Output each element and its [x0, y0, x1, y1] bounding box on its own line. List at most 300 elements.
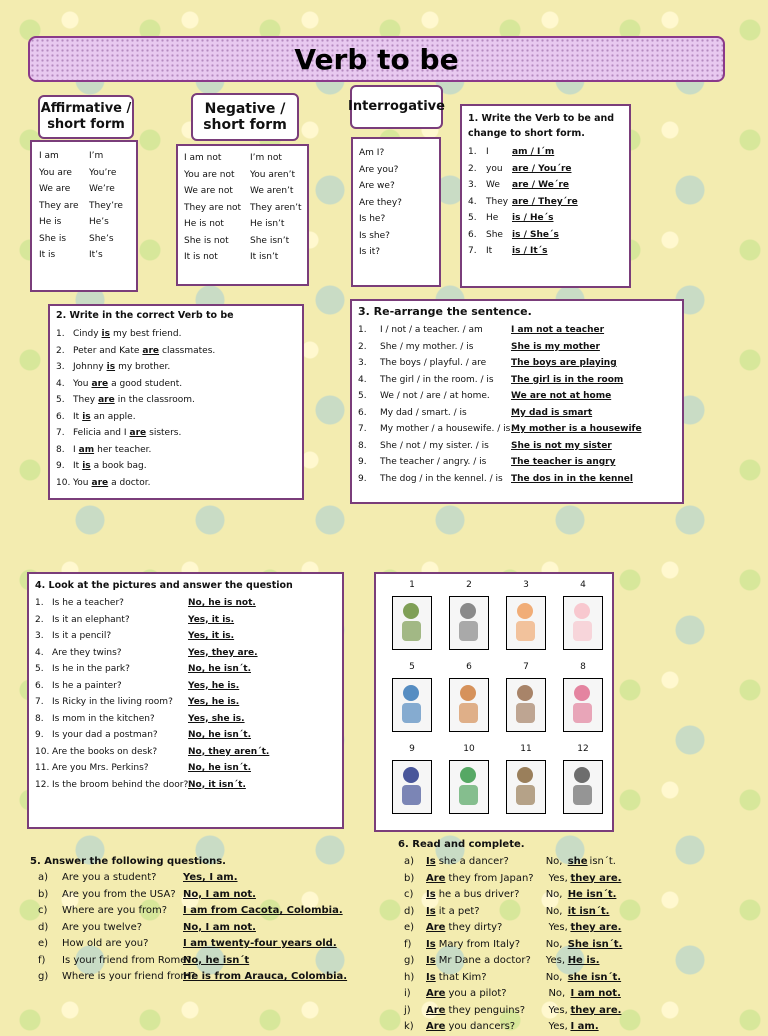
- exercise-4-box: [27, 572, 344, 829]
- answer: Yes, she is.: [188, 713, 245, 724]
- question: you dancers?: [448, 1021, 516, 1032]
- reply-start: Yes,: [548, 872, 568, 884]
- police-officer-icon: [392, 760, 432, 814]
- list-item: [358, 471, 642, 488]
- question: How old are you?: [62, 938, 149, 949]
- item-number: 7.: [468, 246, 477, 256]
- question: Mr Dane a doctor?: [438, 955, 531, 966]
- exercise-6-list: [398, 854, 624, 1036]
- pictures-box: [374, 572, 614, 832]
- pencil-icon: [506, 596, 546, 650]
- sentence-start: You: [73, 477, 89, 488]
- verb-answer: Is: [426, 905, 436, 917]
- sentence-end: an apple.: [93, 411, 136, 422]
- negative-box: [176, 144, 309, 286]
- question: Is it a pencil?: [52, 631, 112, 641]
- full-form: She is: [39, 233, 67, 244]
- reply-start: Yes,: [548, 1021, 568, 1032]
- sentence-end: classmates.: [162, 345, 216, 356]
- subject: We: [486, 180, 500, 190]
- reply-end: isn´t.: [589, 856, 616, 867]
- verb-answer: is: [82, 411, 91, 422]
- question: Where is your friend from?: [62, 971, 196, 982]
- list-item: [30, 870, 347, 887]
- item-number: 1.: [358, 325, 367, 335]
- form-row: [184, 216, 302, 233]
- verb-answer: are: [129, 428, 147, 438]
- exercise-6-title: 6. Read and complete.: [398, 839, 525, 850]
- living-room-icon: [506, 678, 546, 732]
- subject: you: [486, 163, 503, 174]
- subject: He: [486, 213, 499, 223]
- verb-answer: is: [82, 461, 91, 471]
- reply-start: No,: [545, 905, 563, 917]
- list-item: [468, 243, 578, 260]
- list-item: [358, 388, 642, 405]
- verb-answer: are: [142, 345, 160, 356]
- question: Is Ricky in the living room?: [52, 697, 173, 707]
- question: Is your friend from Rome?: [62, 954, 192, 966]
- exercise-4-title: 4. Look at the pictures and answer the question: [35, 580, 293, 591]
- picture-number: 5: [409, 662, 415, 672]
- full-form: You are: [39, 167, 72, 178]
- reply-answer: He is.: [567, 955, 600, 966]
- list-item: [358, 454, 642, 471]
- short-form: She isn’t: [250, 235, 290, 246]
- answer: is / It´s: [512, 246, 548, 256]
- item-letter: a): [404, 856, 415, 867]
- answer: Yes, they are.: [188, 647, 258, 658]
- sentence-start: Peter and Kate: [73, 345, 140, 356]
- question: Is he in the park?: [52, 664, 130, 674]
- item-number: 8.: [56, 444, 65, 455]
- list-item: [56, 409, 215, 426]
- sentence-end: my best friend.: [112, 329, 182, 339]
- sentence-end: my brother.: [118, 362, 171, 372]
- item-number: 1.: [35, 598, 44, 608]
- verb-answer: Are: [426, 988, 446, 999]
- list-item: [35, 760, 269, 777]
- list-item: [358, 322, 642, 339]
- sentence-start: You: [73, 378, 89, 389]
- interrogative-box: [351, 137, 441, 287]
- exercise-1-box: [460, 104, 631, 288]
- reply-start: Yes,: [545, 955, 566, 966]
- scrambled-sentence: She / my mother. / is: [380, 341, 474, 352]
- answer: No, he isn´t: [183, 954, 250, 966]
- painter-icon: [449, 678, 489, 732]
- item-letter: b): [404, 872, 415, 884]
- subject: It: [486, 246, 493, 256]
- short-form: It isn’t: [250, 252, 279, 262]
- short-form: He’s: [89, 217, 109, 227]
- question: Is he a teacher?: [52, 598, 124, 608]
- subject: They: [486, 196, 509, 207]
- scrambled-sentence: The girl / in the room. / is: [380, 374, 494, 385]
- short-form: They aren’t: [250, 202, 302, 213]
- answer: are / We´re: [512, 180, 569, 190]
- answer: She is my mother: [511, 341, 600, 352]
- verb-answer: is: [106, 362, 116, 372]
- sentence-start: Johnny: [73, 362, 104, 372]
- form-row: [184, 183, 302, 200]
- item-letter: e): [38, 938, 49, 949]
- full-form: I am not: [184, 153, 222, 163]
- question: you a pilot?: [448, 988, 507, 999]
- list-item: [35, 711, 269, 728]
- item-number: 2.: [35, 614, 44, 625]
- item-number: 4.: [35, 647, 44, 658]
- form-row: [184, 249, 302, 266]
- form-row: [39, 247, 123, 264]
- sentence-end: a doctor.: [111, 477, 151, 488]
- sentence-start: Felicia and I: [73, 428, 127, 438]
- answer: My mother is a housewife: [511, 424, 642, 434]
- affirmative-box: [30, 140, 138, 292]
- item-number: 9.: [56, 461, 65, 471]
- item-letter: f): [404, 938, 412, 950]
- answer: No, it isn´t.: [188, 779, 246, 790]
- item-number: 7.: [35, 697, 44, 707]
- full-form: I am: [39, 151, 59, 161]
- item-letter: d): [404, 905, 415, 917]
- list-item: [398, 970, 624, 987]
- list-item: [35, 777, 269, 794]
- item-number: 9.: [358, 457, 367, 467]
- item-number: 1.: [56, 329, 65, 339]
- answer: No, he is not.: [188, 598, 256, 608]
- list-item: [358, 355, 642, 372]
- item-number: 1.: [468, 147, 477, 157]
- answer: Yes, it is.: [188, 614, 235, 625]
- reply-answer: she isn´t.: [567, 971, 622, 983]
- exercise-4-list: [35, 595, 269, 793]
- affirmative-list: [39, 148, 123, 264]
- list-item: [35, 595, 269, 612]
- sentence-start: They: [73, 395, 96, 405]
- reply-answer: they are.: [570, 1004, 622, 1016]
- subject: She: [486, 229, 503, 240]
- scrambled-sentence: My dad / smart. / is: [380, 407, 467, 418]
- answer: Yes, he is.: [188, 697, 240, 707]
- picture-number: 10: [463, 744, 475, 754]
- scrambled-sentence: She / not / my sister. / is: [380, 440, 489, 451]
- list-item: [398, 986, 624, 1003]
- question: they dirty?: [448, 922, 503, 933]
- answer: The boys are playing: [511, 358, 617, 368]
- scrambled-sentence: The dog / in the kennel. / is: [380, 473, 503, 484]
- item-letter: k): [404, 1021, 414, 1032]
- list-item: [56, 359, 215, 376]
- form-row: [184, 233, 302, 250]
- short-form: They’re: [89, 200, 123, 211]
- list-item: [398, 937, 624, 954]
- question-item: Are you?: [359, 164, 399, 175]
- sentence-end: in the classroom.: [117, 395, 195, 405]
- full-form: They are not: [184, 202, 242, 213]
- short-form: She’s: [89, 233, 114, 244]
- question: Is he a painter?: [52, 680, 122, 691]
- picture-number: 3: [523, 580, 529, 590]
- page-title: Verb to be: [294, 43, 459, 76]
- sentence-start: Cindy: [73, 329, 99, 339]
- full-form: She is not: [184, 235, 229, 246]
- verb-answer: Is: [426, 856, 436, 867]
- reply-start: No,: [548, 988, 566, 999]
- question-item: Is he?: [359, 214, 386, 224]
- item-number: 6.: [56, 411, 65, 422]
- item-number: 3.: [358, 358, 367, 368]
- question: Are you Mrs. Perkins?: [52, 763, 149, 773]
- question: Are you a student?: [62, 872, 157, 883]
- exercise-5-title: 5. Answer the following questions.: [30, 856, 226, 867]
- question: Are you twelve?: [62, 921, 143, 933]
- verb-answer: are: [91, 477, 109, 488]
- question: they from Japan?: [448, 872, 534, 884]
- reply-answer: they are.: [570, 922, 622, 933]
- sentence-end: her teacher.: [97, 444, 152, 455]
- verb-answer: Are: [426, 922, 446, 933]
- list-item: [56, 425, 215, 442]
- list-item: [468, 227, 578, 244]
- list-item: [468, 161, 578, 178]
- question-item: Am I?: [359, 148, 385, 158]
- verb-answer: Are: [426, 1021, 446, 1032]
- item-number: 7.: [56, 428, 65, 438]
- list-item: [56, 475, 215, 492]
- question: Is it an elephant?: [52, 614, 130, 625]
- scrambled-sentence: The boys / playful. / are: [380, 358, 487, 368]
- question: she a dancer?: [438, 856, 509, 867]
- item-letter: d): [38, 921, 49, 933]
- full-form: He is not: [184, 219, 224, 229]
- twins-icon: [563, 596, 603, 650]
- answer: No, he isn´t.: [188, 730, 251, 740]
- full-form: It is: [39, 250, 56, 260]
- exercise-6: [398, 839, 624, 1036]
- interrogative-list: [359, 145, 402, 261]
- full-form: It is not: [184, 252, 218, 262]
- form-row: [39, 214, 123, 231]
- reply-start: No,: [545, 889, 563, 900]
- reply-answer: she: [567, 856, 588, 867]
- question: he a bus driver?: [438, 889, 520, 900]
- verb-answer: Is: [426, 938, 436, 950]
- answer: I am from Cacota, Colombia.: [183, 905, 343, 916]
- item-letter: j): [404, 1004, 411, 1016]
- list-item: [358, 438, 642, 455]
- sentence-start: It: [73, 461, 80, 471]
- item-number: 5.: [35, 664, 44, 674]
- list-item: [398, 871, 624, 888]
- sentence-start: It: [73, 411, 80, 422]
- verb-answer: Are: [426, 872, 446, 884]
- answer: The teacher is angry: [511, 457, 616, 467]
- question-item: Is it?: [359, 247, 381, 257]
- item-number: 3.: [56, 362, 65, 372]
- short-form: I’m not: [250, 153, 282, 163]
- item-letter: c): [404, 889, 414, 900]
- answer: Yes, I am.: [183, 872, 238, 883]
- question: it a pet?: [438, 905, 480, 917]
- form-row: [39, 231, 123, 248]
- verb-answer: are: [98, 395, 115, 405]
- list-item: [398, 854, 624, 871]
- list-item: [35, 661, 269, 678]
- list-item: [35, 727, 269, 744]
- reply-start: Yes,: [548, 1004, 568, 1016]
- item-number: 6.: [468, 229, 477, 240]
- picture-number: 2: [466, 580, 472, 590]
- exercise-2-box: [48, 304, 304, 500]
- full-form: We are: [39, 184, 71, 194]
- item-letter: b): [38, 888, 49, 900]
- item-number: 5.: [56, 395, 65, 405]
- item-number: 5.: [358, 391, 367, 401]
- full-form: We are not: [184, 186, 233, 196]
- list-item: [358, 339, 642, 356]
- scrambled-sentence: I / not / a teacher. / am: [380, 325, 483, 335]
- short-form: You’re: [89, 167, 117, 178]
- item-letter: e): [404, 922, 415, 933]
- short-form: I’m: [89, 151, 104, 161]
- interrogative-header: Interrogative: [350, 85, 443, 129]
- list-item: [56, 458, 215, 475]
- answer: The girl is in the room: [511, 374, 624, 385]
- list-item: [30, 887, 347, 904]
- answer: are / They´re: [512, 196, 578, 207]
- list-item: [35, 628, 269, 645]
- question: Is your dad a postman?: [52, 730, 158, 740]
- reply-start: No,: [545, 938, 563, 950]
- item-number: 9.: [358, 473, 367, 484]
- answer: No, he isn´t.: [188, 664, 251, 674]
- list-item: [56, 392, 215, 409]
- list-item: [35, 744, 269, 761]
- item-number: 3.: [35, 631, 44, 641]
- question-item: Are we?: [359, 181, 395, 191]
- question: Is mom in the kitchen?: [52, 713, 155, 724]
- item-number: 11.: [35, 763, 50, 773]
- item-number: 3.: [468, 180, 477, 190]
- picture-number: 1: [409, 580, 415, 590]
- exercise-1-list: [468, 144, 578, 260]
- list-item: [35, 694, 269, 711]
- reply-start: No,: [545, 971, 563, 983]
- list-item: [358, 421, 642, 438]
- form-row: [39, 148, 123, 165]
- item-number: 5.: [468, 213, 477, 223]
- list-item: [358, 405, 642, 422]
- verb-answer: are: [91, 378, 109, 389]
- form-row: [39, 165, 123, 182]
- man-portrait-icon: [506, 760, 546, 814]
- picture-number: 12: [577, 744, 589, 754]
- reply-answer: I am not.: [570, 988, 621, 999]
- picture-number: 4: [580, 580, 586, 590]
- negative-header: Negative / short form: [191, 93, 299, 141]
- item-number: 4.: [56, 378, 65, 389]
- verb-answer: Are: [426, 1004, 446, 1016]
- short-form: We’re: [89, 184, 115, 194]
- answer: No, they aren´t.: [188, 746, 270, 757]
- answer: She is not my sister: [511, 440, 612, 451]
- list-item: [56, 376, 215, 393]
- exercise-2-title: 2. Write in the correct Verb to be: [56, 310, 234, 321]
- list-item: [398, 953, 624, 970]
- picture-number: 11: [520, 744, 532, 754]
- question: Is the broom behind the door?: [52, 779, 189, 790]
- sentence-end: sisters.: [149, 428, 182, 438]
- item-number: 7.: [358, 424, 367, 434]
- subject: I: [486, 147, 489, 157]
- books-icon: [449, 760, 489, 814]
- list-item: [30, 920, 347, 937]
- answer: I am not a teacher: [511, 325, 605, 335]
- question: that Kim?: [438, 971, 487, 983]
- scrambled-sentence: We / not / are / at home.: [380, 391, 490, 401]
- list-item: [35, 612, 269, 629]
- broom-bucket-icon: [563, 760, 603, 814]
- item-letter: h): [404, 971, 415, 983]
- question: Are they twins?: [52, 647, 122, 658]
- question: Are the books on desk?: [52, 746, 158, 757]
- list-item: [468, 144, 578, 161]
- reply-answer: She isn´t.: [567, 938, 623, 950]
- scrambled-sentence: My mother / a housewife. / is: [380, 424, 511, 434]
- full-form: They are: [39, 200, 79, 211]
- answer: I am twenty-four years old.: [183, 938, 337, 949]
- form-row: [184, 150, 302, 167]
- item-number: 6.: [35, 680, 44, 691]
- question: Are you from the USA?: [62, 888, 176, 900]
- list-item: [56, 343, 215, 360]
- verb-answer: am: [78, 444, 95, 455]
- short-form: He isn’t: [250, 219, 285, 229]
- sentence-start: I: [73, 444, 76, 455]
- reply-answer: He isn´t.: [567, 889, 617, 900]
- short-form: We aren’t: [250, 186, 294, 196]
- picture-number: 7: [523, 662, 529, 672]
- list-item: [30, 903, 347, 920]
- exercise-3-title: 3. Re-arrange the sentence.: [358, 305, 532, 318]
- verb-answer: Is: [426, 971, 436, 983]
- answer: Yes, it is.: [188, 631, 235, 641]
- verb-answer: is: [101, 329, 110, 339]
- reply-start: No,: [545, 856, 563, 867]
- reply-start: Yes,: [548, 922, 568, 933]
- answer: am / I´m: [512, 147, 555, 157]
- list-item: [56, 442, 215, 459]
- item-number: 9.: [35, 730, 44, 740]
- answer: Yes, he is.: [188, 680, 240, 691]
- answer: No, he isn´t.: [188, 763, 251, 773]
- exercise-2-list: [56, 326, 215, 491]
- picture-number: 9: [409, 744, 415, 754]
- man-chalkboard-icon: [392, 678, 432, 732]
- question-item: Is she?: [359, 230, 390, 241]
- short-form: It’s: [89, 250, 103, 260]
- list-item: [398, 920, 624, 937]
- sentence-end: a good student.: [111, 378, 183, 389]
- form-row: [184, 167, 302, 184]
- form-row: [39, 198, 123, 215]
- item-letter: g): [404, 955, 415, 966]
- picture-number: 8: [580, 662, 586, 672]
- item-letter: a): [38, 872, 49, 883]
- elephant-icon: [449, 596, 489, 650]
- item-number: 12.: [35, 779, 50, 790]
